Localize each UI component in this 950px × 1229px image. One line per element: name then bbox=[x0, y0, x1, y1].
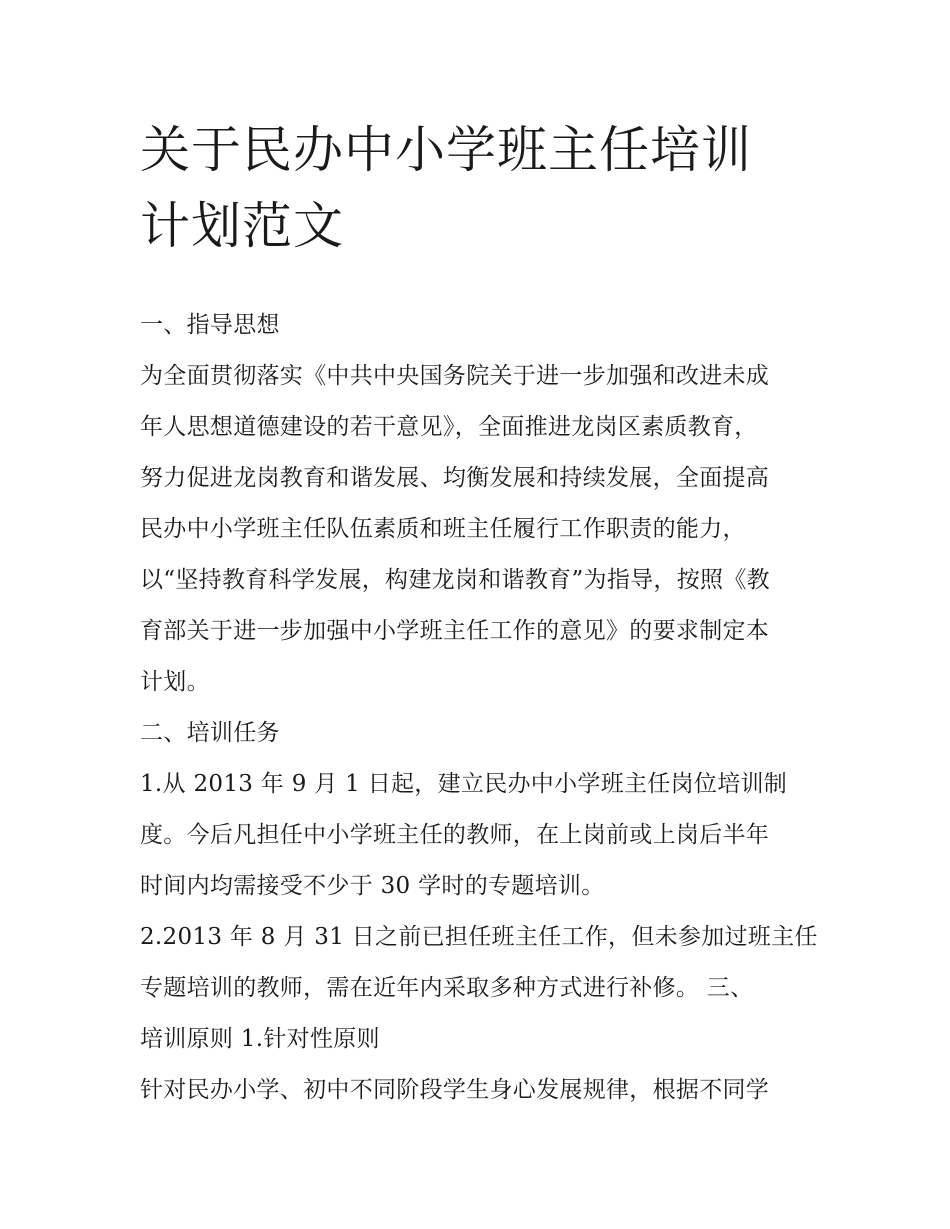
paragraph-line: 2.2013 年 8 月 31 日之前已担任班主任工作，但未参加过班主任 bbox=[140, 924, 818, 950]
paragraph-line: 年人思想道德建设的若干意见》，全面推进龙岗区素质教育， bbox=[140, 414, 758, 440]
paragraph-line: 努力促进龙岗教育和谐发展、均衡发展和持续发展，全面提高 bbox=[140, 465, 770, 491]
paragraph-line: 度。今后凡担任中小学班主任的教师，在上岗前或上岗后半年 bbox=[140, 822, 770, 848]
document-title: 关于民办中小学班主任培训计划范文 bbox=[140, 121, 752, 255]
paragraph-line: 专题培训的教师，需在近年内采取多种方式进行补修。 三、 bbox=[140, 975, 754, 1001]
paragraph-line: 1.从 2013 年 9 月 1 日起，建立民办中小学班主任岗位培训制 bbox=[140, 771, 788, 797]
heading-guiding-ideology: 一、指导思想 bbox=[140, 312, 280, 338]
document-body bbox=[140, 300, 820, 1116]
document-content bbox=[140, 112, 820, 1116]
paragraph-line: 计划。 bbox=[140, 669, 210, 695]
paragraph-line: 针对民办小学、初中不同阶段学生身心发展规律，根据不同学 bbox=[140, 1077, 770, 1103]
paragraph-line: 民办中小学班主任队伍素质和班主任履行工作职责的能力， bbox=[140, 516, 746, 542]
paragraph-line: 培训原则 1.针对性原则 bbox=[140, 1026, 380, 1052]
paragraph-line: 育部关于进一步加强中小学班主任工作的意见》的要求制定本 bbox=[140, 618, 770, 644]
paragraph-line: 以“坚持教育科学发展，构建龙岗和谐教育”为指导，按照《教 bbox=[140, 567, 770, 593]
heading-training-tasks: 二、培训任务 bbox=[140, 720, 280, 746]
paragraph-line: 时间内均需接受不少于 30 学时的专题培训。 bbox=[140, 873, 605, 899]
paragraph-line: 为全面贯彻落实《中共中央国务院关于进一步加强和改进未成 bbox=[140, 363, 770, 389]
